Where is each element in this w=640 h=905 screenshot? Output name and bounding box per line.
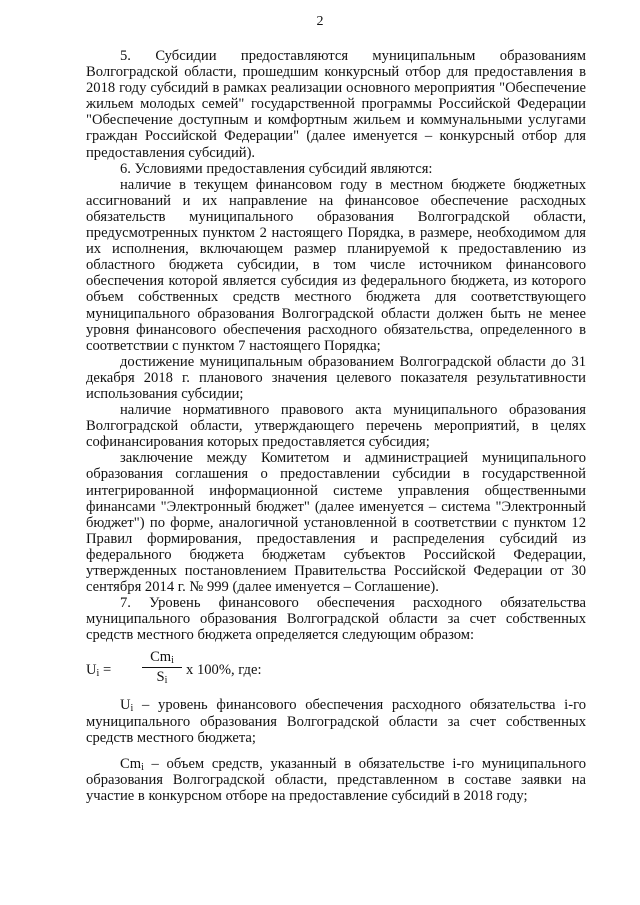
paragraph-item-7: 7. Уровень финансового обеспечения расходного обязательства муниципального образования Волгоградской области за счет собственных средств местного бюджета определяется следующим образом: <box>86 595 586 644</box>
paragraph-item-5: 5. Субсидии предоставляются муниципальным образованиям Волгоградской области, прошедшим конкурсный отбор для предоставления в 2018 году субсидий в рамках реализации основного мероприятия "Обеспечение жильем молодых семей" государственной программы Российской Федерации "Обеспечение доступным и комфортным жильем и коммунальными услугами граждан Российской Федерации" (далее именуется – конкурсный отбор для предоставления субсидий). <box>86 48 586 161</box>
paragraph-condition-budget: наличие в текущем финансовом году в местном бюджете бюджетных ассигнований и их направление на финансовое обеспечение расходных обязательств муниципального образования Волгоградской области, предусмотренных пунктом 2 настоящего Порядка, в размере, необходимом для их исполнения, включающем размер планируемой к предоставлению из областного бюджета субсидии, в том числе источником финансового обеспечения которой является субсидия из федерального бюджета, из которого объем собственных средств местного бюджета для соответствующего муниципального образования Волгоградской области должен быть не менее уровня финансового обеспечения расходного обязательства, определенного в соответствии с пунктом 7 настоящего Порядка; <box>86 176 586 354</box>
fraction-bar <box>142 667 182 668</box>
formula <box>86 649 586 693</box>
formula-numerator: $Cm_i$ <box>150 649 174 667</box>
formula-rhs: x 100%, где: <box>186 662 262 679</box>
document-body <box>86 48 586 804</box>
paragraph-item-6: 6. Условиями предоставления субсидий являются: <box>120 160 433 177</box>
definition-ui: $U_i$ – уровень финансового обеспечения расходного обязательства i-го муниципального образования Волгоградской области за счет собственных средств местного бюджета; <box>86 697 586 746</box>
definition-cmi: $Cm_i$ – объем средств, указанный в обязательстве i-го муниципального образования Волгоградской области, представленном в составе заявки на участие в конкурсном отборе на предоставление субсидий в 2018 году; <box>86 755 586 804</box>
page-number: 2 <box>316 14 324 29</box>
formula-lhs: $U_i$ = <box>86 662 112 680</box>
paragraph-condition-target: достижение муниципальным образованием Волгоградской области до 31 декабря 2018 г. планового значения целевого показателя результативности использования субсидии; <box>86 353 586 402</box>
formula-fraction <box>142 649 182 686</box>
paragraph-condition-act: наличие нормативного правового акта муниципального образования Волгоградской области, утверждающего перечень мероприятий, в целях софинансирования которых предоставляется субсидия; <box>86 402 586 451</box>
formula-denominator: $S_i$ <box>156 669 168 687</box>
paragraph-condition-agreement: заключение между Комитетом и администрацией муниципального образования соглашения о предоставлении субсидии в государственной интегрированной информационной системе управления общественными финансами "Электронный бюджет" (далее именуется – система "Электронный бюджет") по форме, аналогичной установленной в соответствии с пунктом 12 Правил формирования, предоставления и распределения субсидий из федерального бюджета бюджетам субъектов Российской Федерации, утвержденных постановлением Правительства Российской Федерации от 30 сентября 2014 г. № 999 (далее именуется – Соглашение). <box>86 450 586 596</box>
